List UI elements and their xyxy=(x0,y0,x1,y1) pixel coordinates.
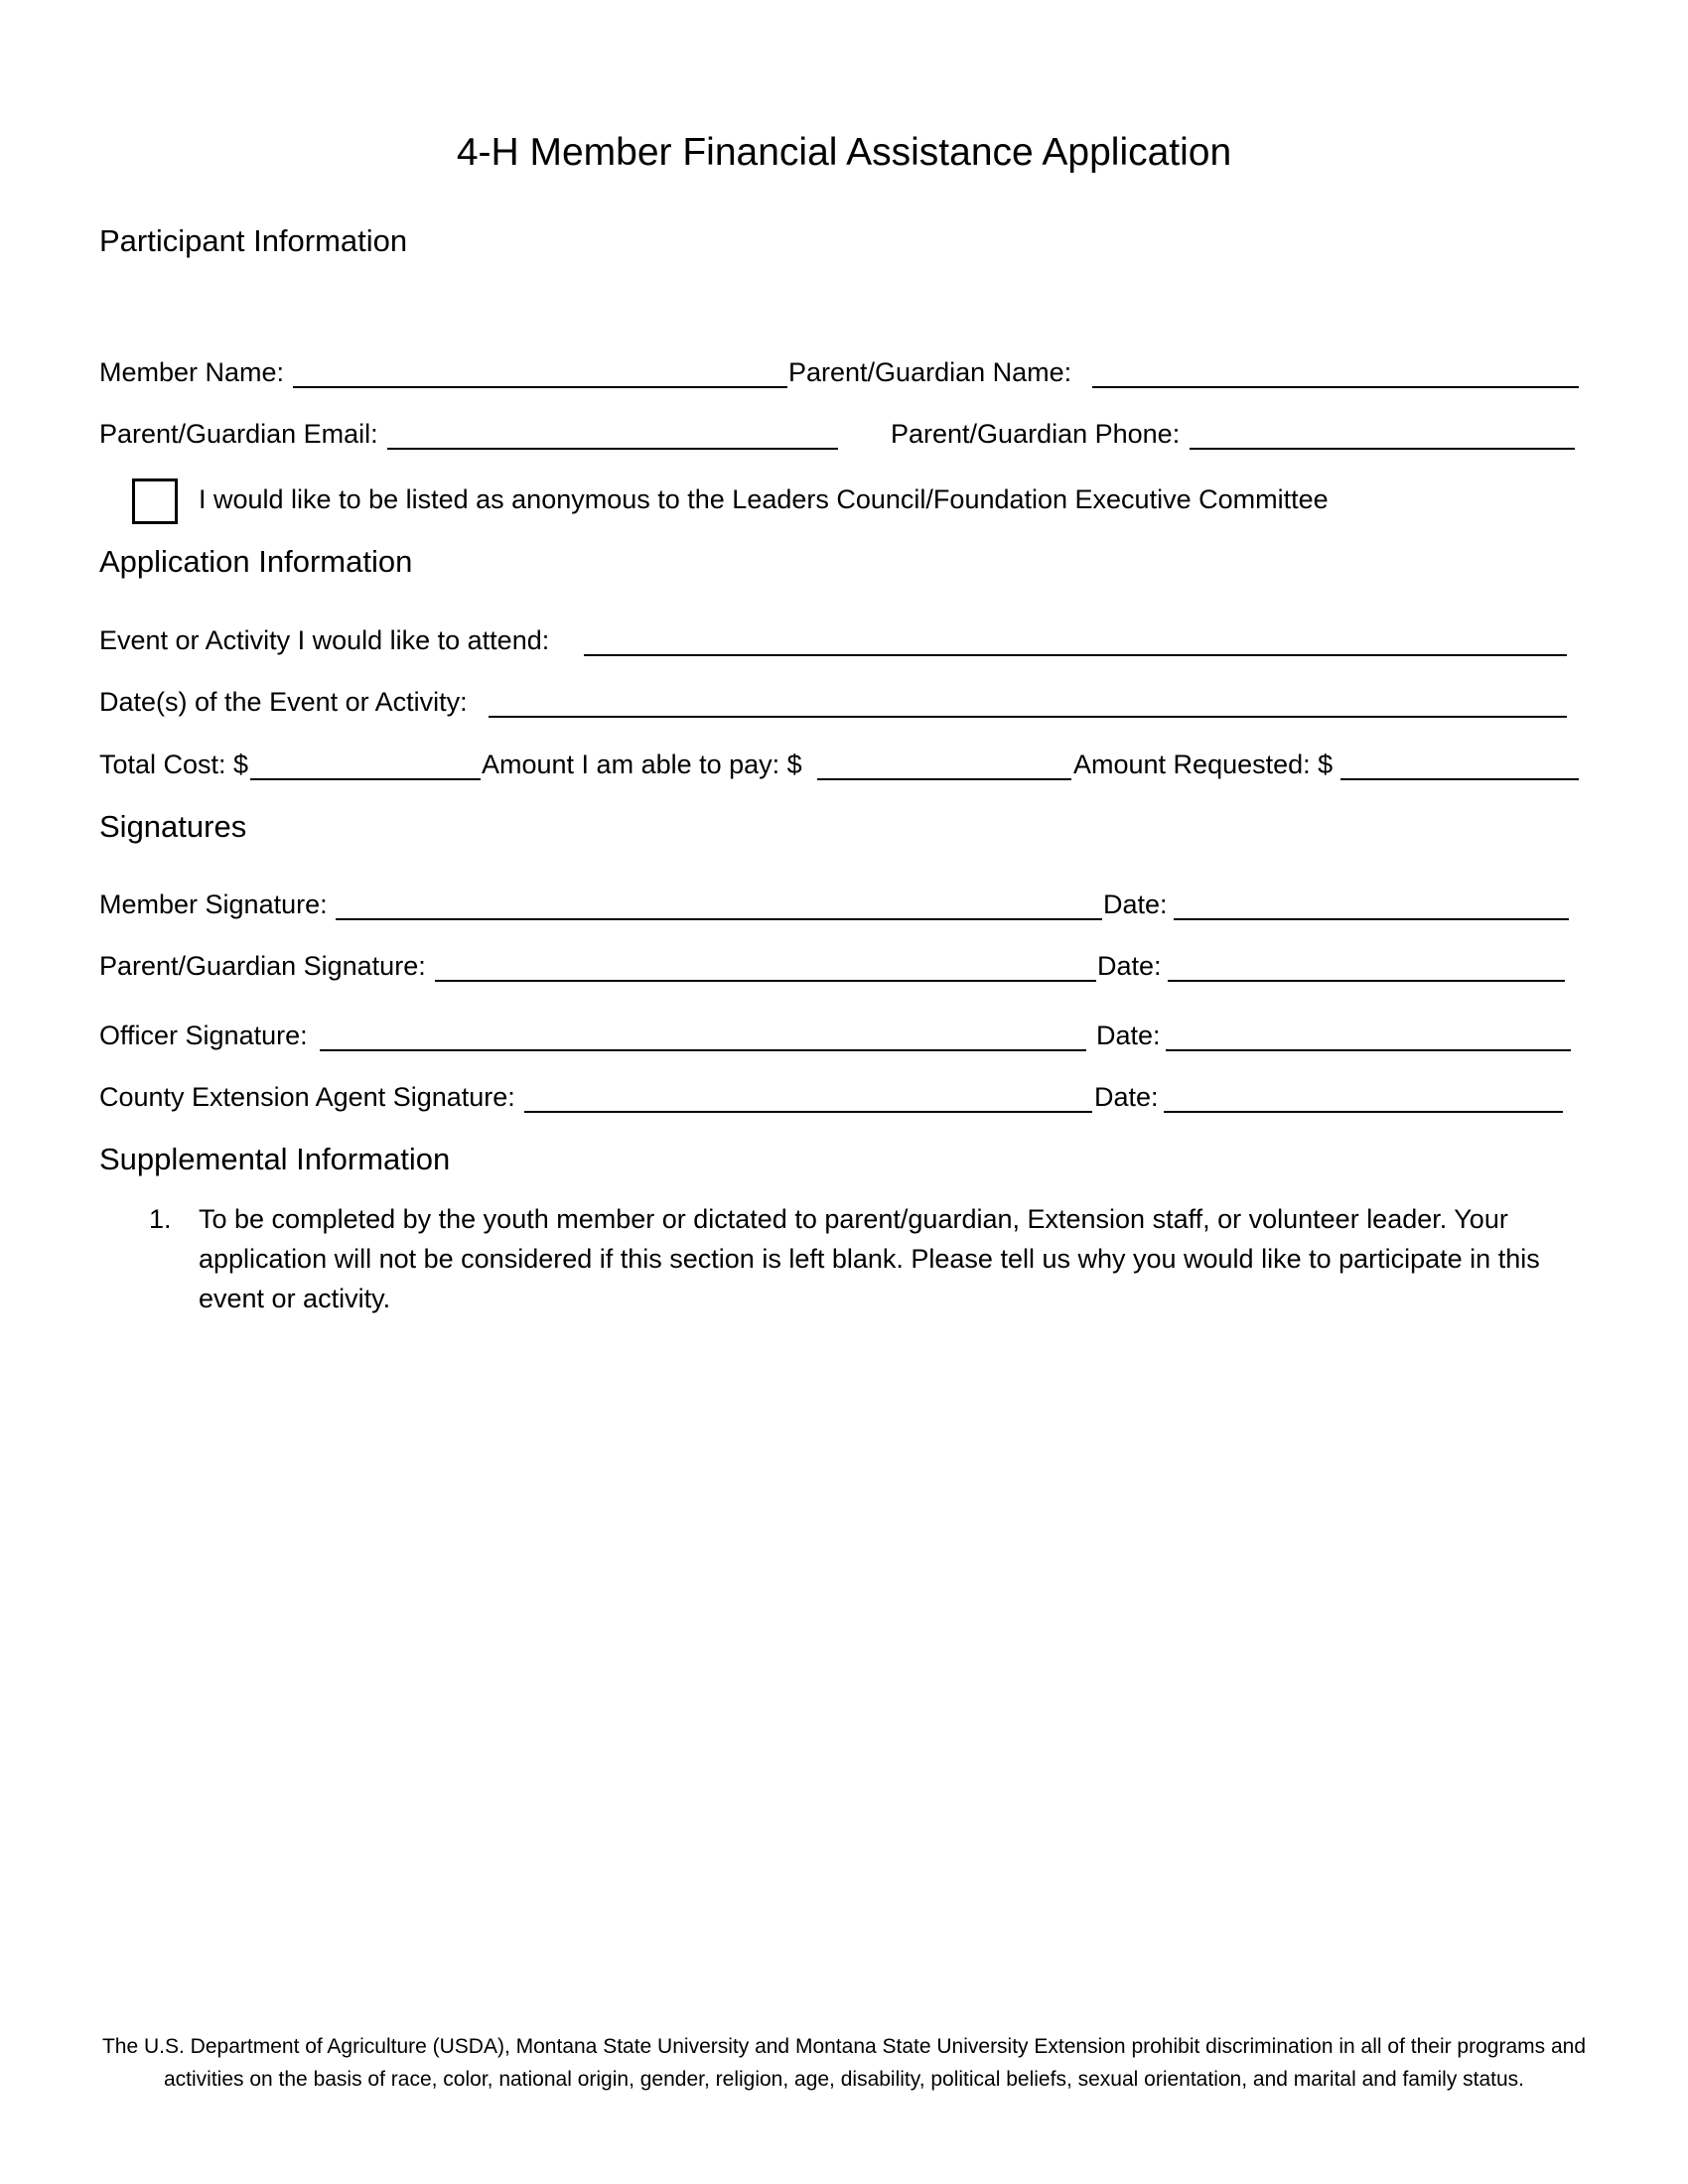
list-item xyxy=(149,1199,1599,1328)
parent-signature-label: Parent/Guardian Signature: xyxy=(99,951,426,981)
member-name-label: Member Name: xyxy=(99,357,285,387)
parent-phone-label: Parent/Guardian Phone: xyxy=(891,419,1181,449)
officer-signature-label: Officer Signature: xyxy=(99,1021,308,1050)
parent-name-label: Parent/Guardian Name: xyxy=(788,357,1072,387)
dates-label: Date(s) of the Event or Activity: xyxy=(99,687,468,717)
anonymous-label: I would like to be listed as anonymous to the Leaders Council/Foundation Executive Committee xyxy=(199,484,1329,514)
officer-date-label: Date: xyxy=(1096,1021,1161,1050)
list-item-number: 1. xyxy=(149,1204,172,1234)
event-field[interactable] xyxy=(584,654,1567,656)
member-date-label: Date: xyxy=(1103,889,1168,919)
member-name-field[interactable] xyxy=(293,386,787,388)
able-to-pay-label: Amount I am able to pay: $ xyxy=(482,750,802,779)
officer-signature-field[interactable] xyxy=(320,1049,1086,1051)
agent-signature-label: County Extension Agent Signature: xyxy=(99,1082,515,1112)
total-cost-label: Total Cost: $ xyxy=(99,750,249,779)
agent-date-field[interactable] xyxy=(1164,1111,1563,1113)
parent-phone-field[interactable] xyxy=(1190,448,1575,450)
member-date-field[interactable] xyxy=(1174,918,1569,920)
total-cost-field[interactable] xyxy=(250,778,481,780)
list-item-text: To be completed by the youth member or dictated to parent/guardian, Extension staff, or volunteer leader. Your application will not be considered if this section is left blank. Please tell us why you would like to participate in this event or activity. xyxy=(199,1204,1540,1313)
parent-email-label: Parent/Guardian Email: xyxy=(99,419,378,449)
application-heading: Application Information xyxy=(99,544,413,579)
dates-field[interactable] xyxy=(489,716,1567,718)
signatures-heading: Signatures xyxy=(99,809,247,844)
parent-name-field[interactable] xyxy=(1092,386,1579,388)
agent-signature-field[interactable] xyxy=(524,1111,1092,1113)
participant-heading: Participant Information xyxy=(99,223,408,258)
page-title: 4-H Member Financial Assistance Application xyxy=(456,131,1232,174)
event-label: Event or Activity I would like to attend: xyxy=(99,625,550,655)
officer-date-field[interactable] xyxy=(1166,1049,1571,1051)
parent-email-field[interactable] xyxy=(387,448,838,450)
parent-signature-field[interactable] xyxy=(435,980,1096,982)
nondiscrimination-footer: The U.S. Department of Agriculture (USDA), Montana State University and Montana State University Extension prohibit discrimination in all of their programs and activities on the basis of race, color, national origin, gender, religion, age, disability, political beliefs, sexual orientation, and marital and family status. xyxy=(101,2035,1586,2091)
supplemental-heading: Supplemental Information xyxy=(99,1142,451,1176)
supplemental-list xyxy=(149,1199,1599,1328)
parent-date-field[interactable] xyxy=(1168,980,1565,982)
able-to-pay-field[interactable] xyxy=(817,778,1071,780)
member-signature-label: Member Signature: xyxy=(99,889,328,919)
parent-date-label: Date: xyxy=(1097,951,1162,981)
agent-date-label: Date: xyxy=(1094,1082,1159,1112)
requested-field[interactable] xyxy=(1340,778,1579,780)
anonymous-checkbox[interactable] xyxy=(132,478,178,524)
requested-label: Amount Requested: $ xyxy=(1073,750,1334,779)
member-signature-field[interactable] xyxy=(336,918,1102,920)
